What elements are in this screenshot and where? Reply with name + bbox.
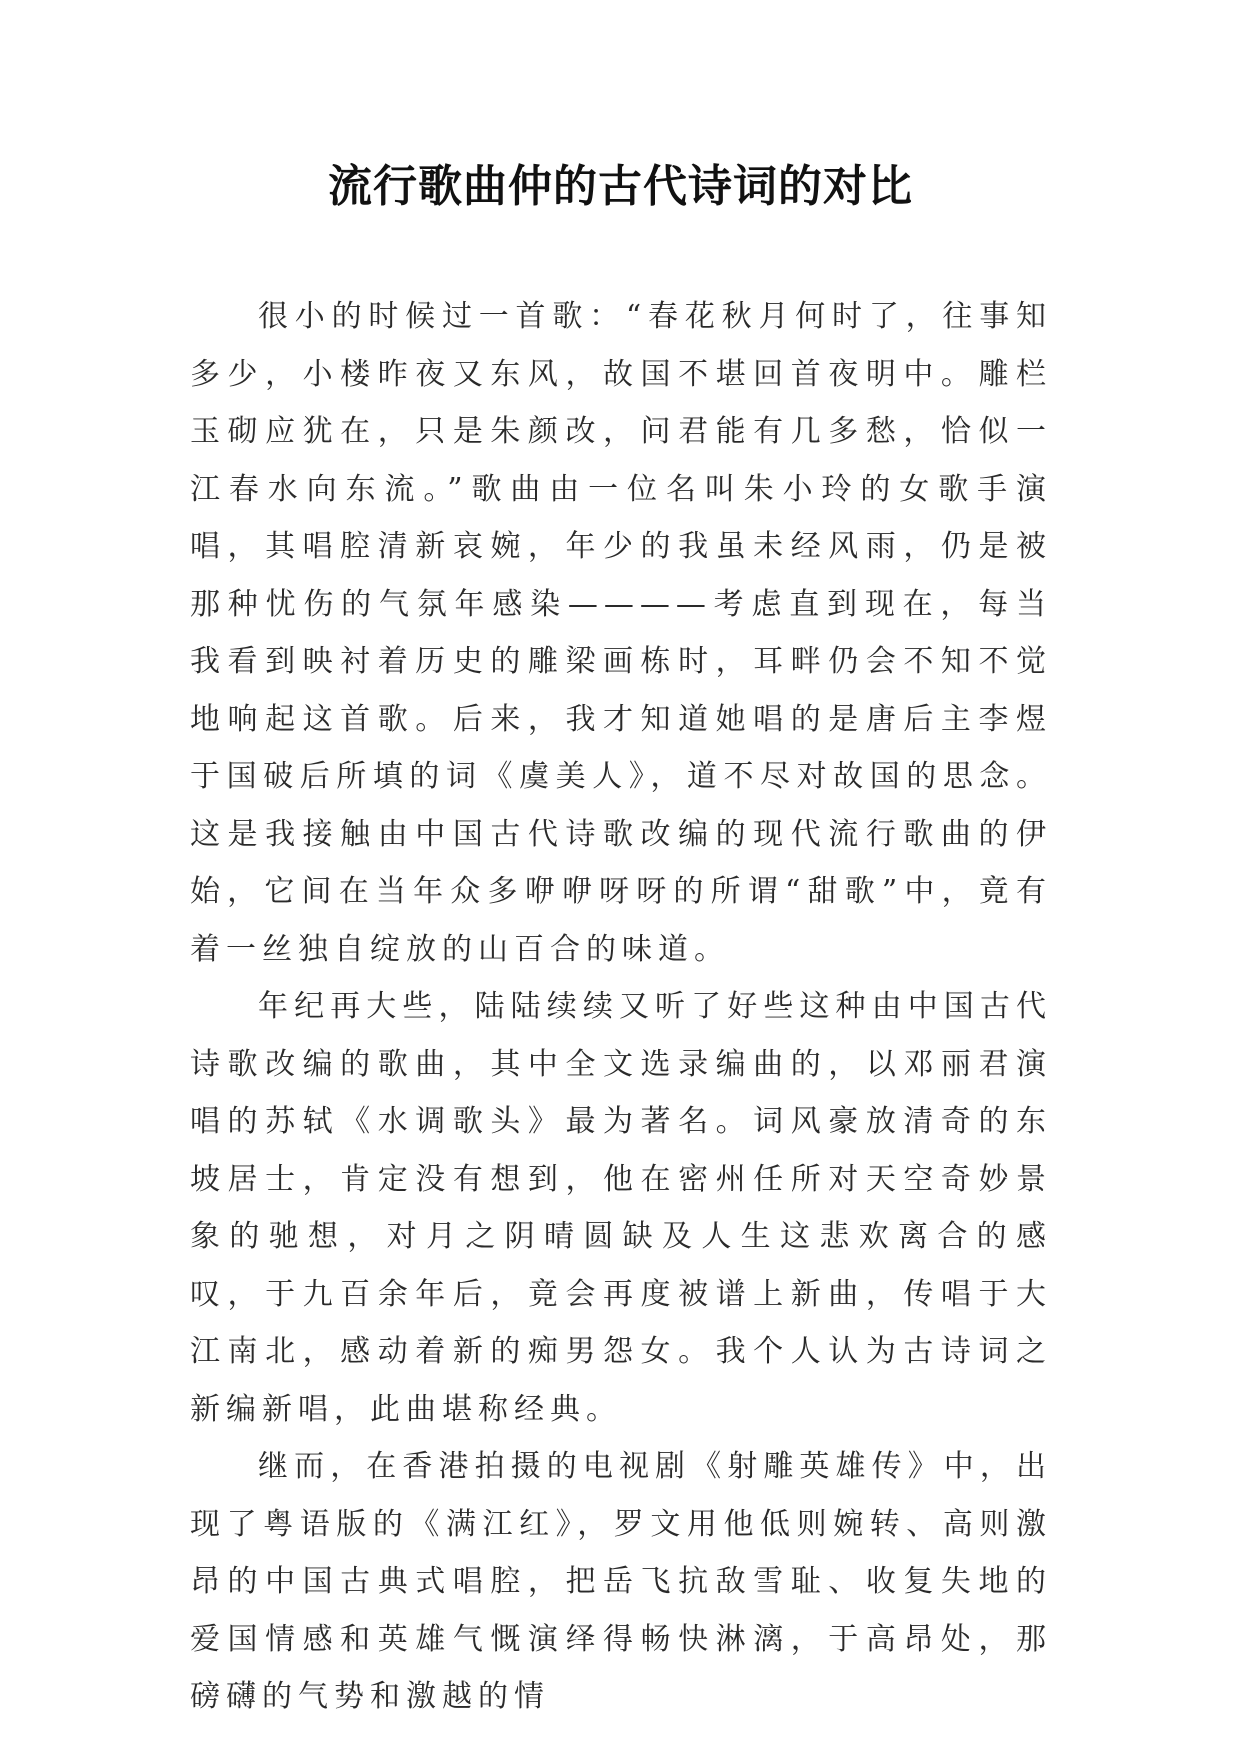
document-title: 流行歌曲仲的古代诗词的对比 [328,161,913,212]
paragraph-3: 继而，在香港拍摄的电视剧《射雕英雄传》中，出现了粤语版的《满江红》，罗文用他低则婉转、高则激昂的中国古典式唱腔，把岳飞抗敌雪耻、收复失地的爱国情感和英雄气慨演绎得畅快淋漓，于高昂处，那磅礴的气势和激越的情 [190,1449,1052,1714]
document-body [190,288,1052,1726]
paragraph-2: 年纪再大些，陆陆续续又听了好些这种由中国古代诗歌改编的歌曲，其中全文选录编曲的，以邓丽君演唱的苏轼《水调歌头》最为著名。词风豪放清奇的东坡居士，肯定没有想到，他在密州任所对天空奇妙景象的驰想，对月之阴晴圆缺及人生这悲欢离合的感叹，于九百余年后，竟会再度被谱上新曲，传唱于大江南北，感动着新的痴男怨女。我个人认为古诗词之新编新唱，此曲堪称经典。 [190,989,1052,1427]
paragraph-1: 很小的时候过一首歌：“春花秋月何时了，往事知多少，小楼昨夜又东风，故国不堪回首夜明中。雕栏玉砌应犹在，只是朱颜改，问君能有几多愁，恰似一江春水向东流。”歌曲由一位名叫朱小玲的女歌手演唱，其唱腔清新哀婉，年少的我虽未经风雨，仍是被那种忧伤的气氛年感染————考虑直到现在，每当我看到映衬着历史的雕梁画栋时，耳畔仍会不知不觉地响起这首歌。后来，我才知道她唱的是唐后主李煜于国破后所填的词《虞美人》，道不尽对故国的思念。这是我接触由中国古代诗歌改编的现代流行歌曲的伊始，它间在当年众多咿咿呀呀的所谓“甜歌”中，竟有着一丝独自绽放的山百合的味道。 [190,299,1052,967]
